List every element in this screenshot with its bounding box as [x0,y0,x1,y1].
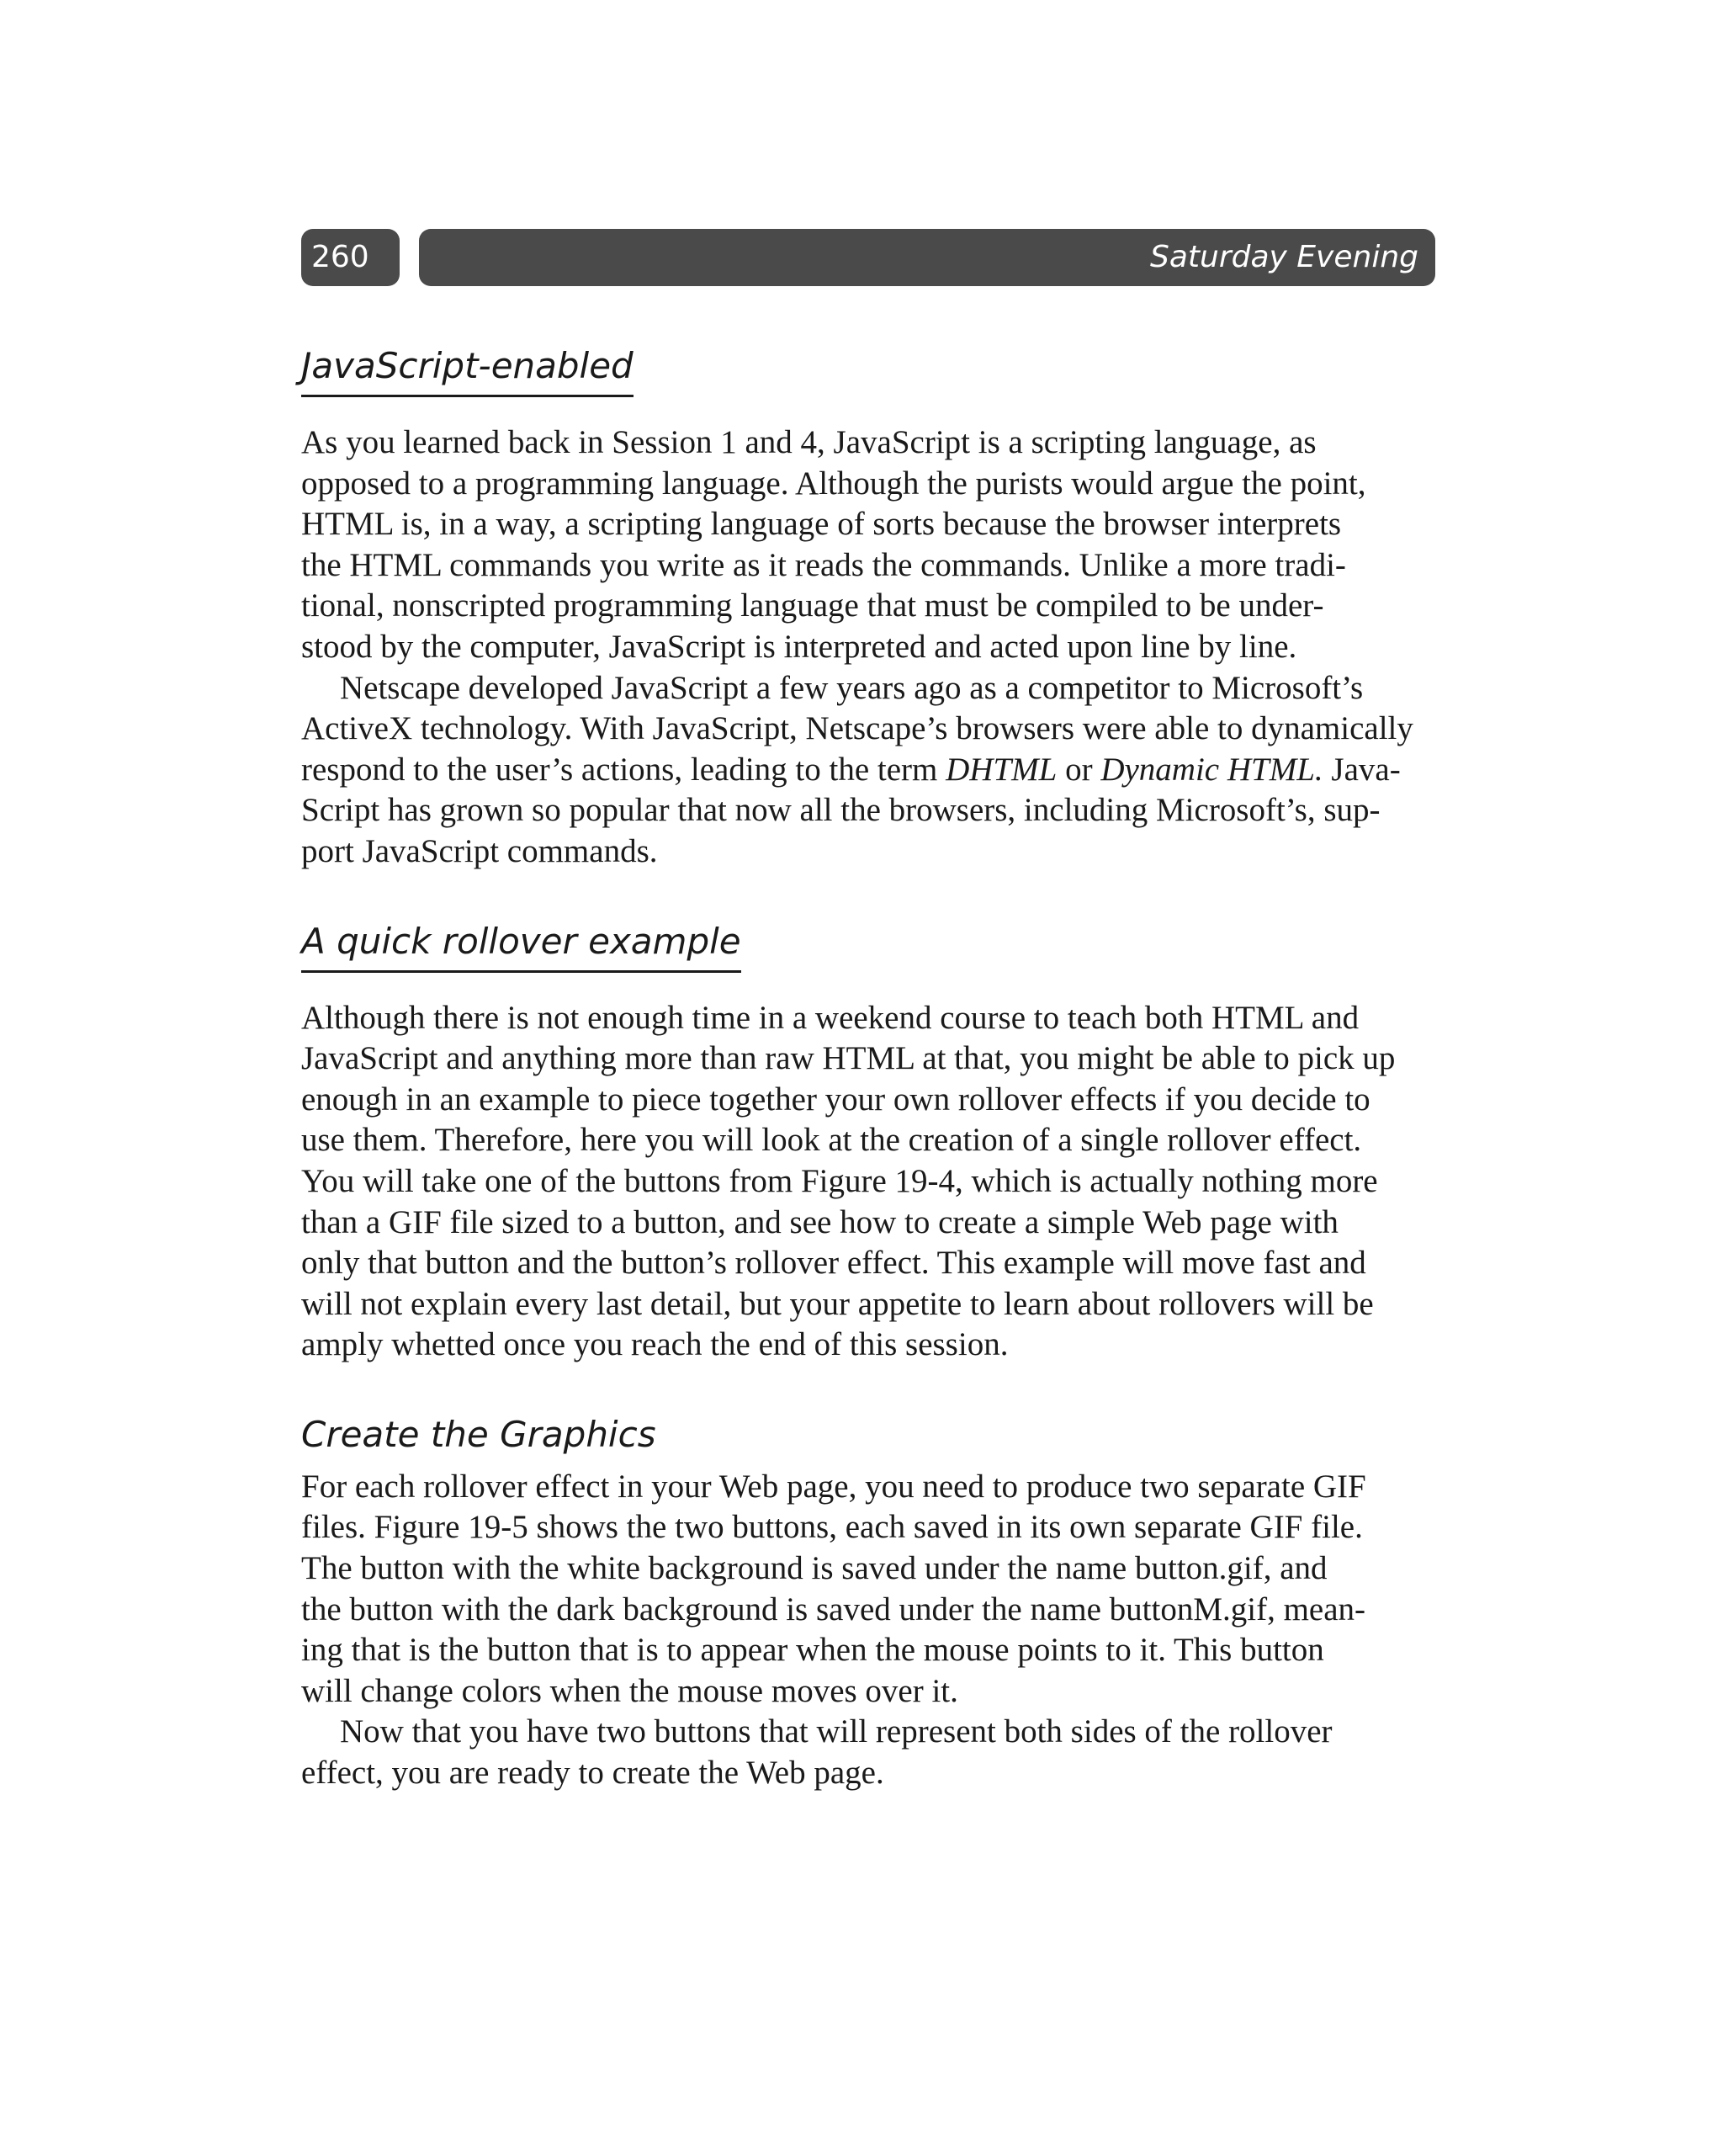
text-line: than a GIF file sized to a button, and see how to create a simple Web page with [301,1203,1339,1240]
text-line: amply whetted once you reach the end of this session. [301,1326,1009,1363]
term-dhtml: DHTML [946,751,1058,788]
section-heading-javascript-enabled: JavaScript-enabled [301,341,634,397]
paragraph-create-graphics [301,1467,1429,1713]
text-line: Netscape developed JavaScript a few years ago as a competitor to Microsoft’s [340,669,1364,706]
text-line-dhtml [301,750,1429,791]
text-line: For each rollover effect in your Web page, you need to produce two separate GIF [301,1468,1366,1505]
section-heading-rollover-example: A quick rollover example [301,916,741,973]
page-body [301,341,1429,1794]
text-line: You will take one of the buttons from Figure 19-4, which is actually nothing more [301,1162,1378,1199]
text-line: Script has grown so popular that now all the browsers, including Microsoft’s, sup- [301,792,1381,829]
text-line: only that button and the button’s rollover effect. This example will move fast and [301,1245,1366,1282]
running-head-bar: Saturday Evening [419,229,1435,286]
paragraph-netscape [301,668,1429,873]
text-line: will change colors when the mouse moves over it. [301,1672,958,1709]
text-run: respond to the user’s actions, leading to the term [301,751,946,788]
text-run: or [1057,751,1101,788]
text-line: As you learned back in Session 1 and 4, JavaScript is a scripting language, as [301,424,1317,460]
paragraph-rollover-intro [301,998,1429,1366]
text-line: Although there is not enough time in a weekend course to teach both HTML and [301,999,1360,1036]
paragraph-js-intro [301,422,1429,668]
section-heading-create-graphics: Create the Graphics [301,1413,656,1455]
text-line: the HTML commands you write as it reads the commands. Unlike a more tradi- [301,546,1346,583]
term-dynamic-html: Dynamic HTML. [1100,751,1323,788]
text-line: ActiveX technology. With JavaScript, Netscape’s browsers were able to dynamically [301,710,1413,747]
text-line: will not explain every last detail, but your appetite to learn about rollovers will be [301,1285,1374,1322]
text-run: Java- [1323,751,1401,788]
text-line: opposed to a programming language. Although the purists would argue the point, [301,465,1366,502]
text-line: the button with the dark background is saved under the name buttonM.gif, mean- [301,1590,1366,1628]
text-line: port JavaScript commands. [301,832,658,869]
text-line: enough in an example to piece together your own rollover effects if you decide to [301,1081,1370,1118]
text-line: tional, nonscripted programming language that must be compiled to be under- [301,587,1324,624]
text-line: JavaScript and anything more than raw HTML at that, you might be able to pick up [301,1040,1396,1077]
text-line: effect, you are ready to create the Web page. [301,1755,884,1792]
text-line: stood by the computer, JavaScript is interpreted and acted upon line by line. [301,628,1297,665]
text-line: The button with the white background is saved under the name button.gif, and [301,1550,1328,1587]
paragraph-two-buttons [301,1712,1429,1793]
text-line: HTML is, in a way, a scripting language of sorts because the browser interprets [301,506,1342,543]
page-number-tab: 260 [301,229,400,286]
text-line: ing that is the button that is to appear when the mouse points to it. This button [301,1632,1324,1669]
text-line: files. Figure 19-5 shows the two buttons, each saved in its own separate GIF file. [301,1509,1363,1546]
text-line: Now that you have two buttons that will represent both sides of the rollover [340,1713,1333,1750]
text-line: use them. Therefore, here you will look at the creation of a single rollover effect. [301,1122,1362,1159]
